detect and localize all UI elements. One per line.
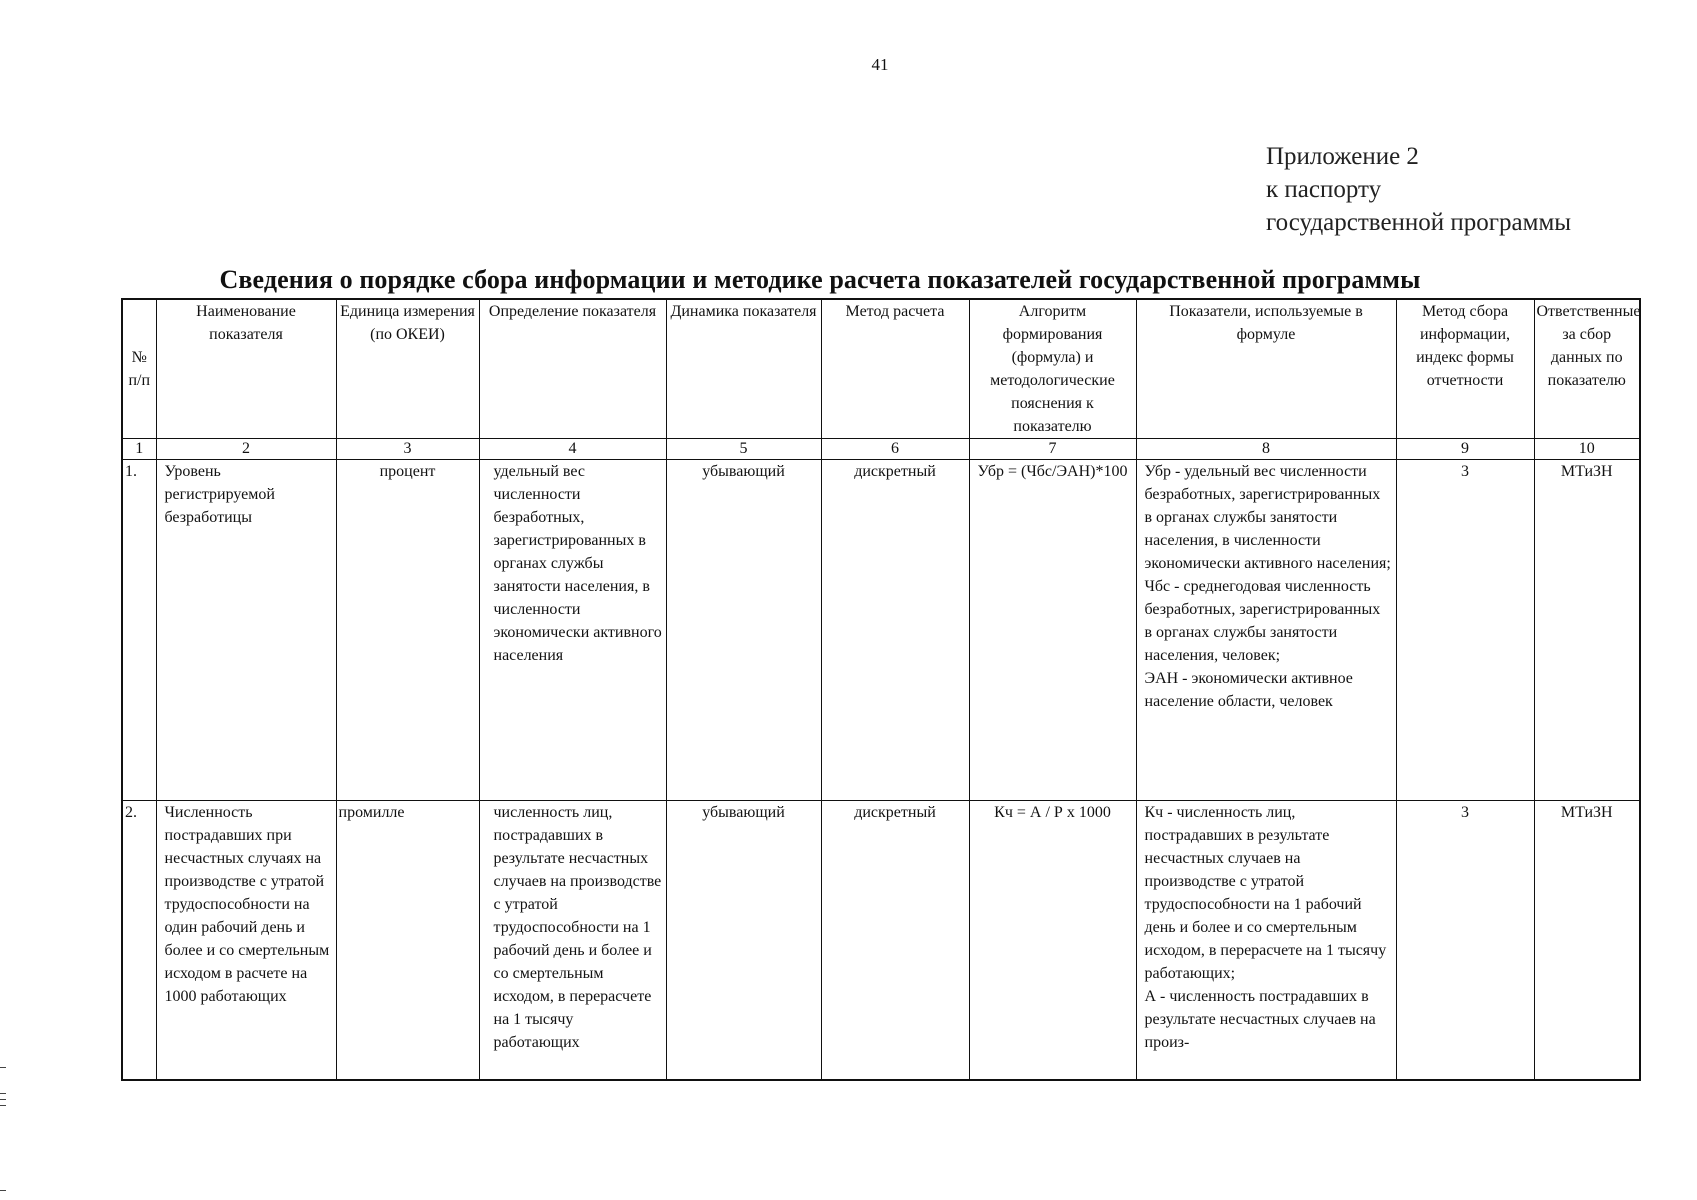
document-title: Сведения о порядке сбора информации и методике расчета показателей государственной программы [219, 265, 1421, 294]
formula-parameters [1136, 801, 1396, 1081]
column-number: 2 [156, 439, 336, 460]
calculation-method: дискретный [821, 460, 969, 801]
column-number: 10 [1534, 439, 1640, 460]
header-cell: Метод сбора информации, индекс формы отчетности [1396, 299, 1534, 439]
formula-parameters [1136, 460, 1396, 801]
column-number: 7 [969, 439, 1136, 460]
column-number: 1 [122, 439, 156, 460]
indicator-dynamics: убывающий [666, 460, 821, 801]
header-cell: Метод расчета [821, 299, 969, 439]
parameter-description: Убр - удельный вес численности безработных, зарегистрированных в органах службы занятости населения, в численности экономически активного населения; [1144, 463, 1391, 572]
appendix-line-1: Приложение 2 [1266, 143, 1419, 170]
column-number: 3 [336, 439, 479, 460]
parameter-description: Кч - численность лиц, пострадавших в результате несчастных случаев на производстве с утратой трудоспособности на 1 рабочий день и более и со смертельным исходом, в перерасчете на 1 тысячу работающих; [1144, 804, 1387, 982]
parameter-description: Чбс - среднегодовая численность безработных, зарегистрированных в органах службы занятости населения, человек; [1144, 578, 1381, 664]
responsible-body: МТиЗН [1534, 460, 1640, 801]
appendix-line-2: к паспорту [1266, 176, 1382, 203]
column-number: 4 [479, 439, 666, 460]
indicator-definition: численность лиц, пострадавших в результате несчастных случаев на производстве с утратой трудоспособности на 1 рабочий день и более и со смертельным исходом, в перерасчете на 1 тысячу работающих [479, 801, 666, 1081]
column-number: 6 [821, 439, 969, 460]
scan-edge-mark [0, 1099, 6, 1100]
page-number: 41 [871, 55, 889, 74]
row-number: 2. [122, 801, 156, 1081]
header-cell: Динамика показателя [666, 299, 821, 439]
formula: Кч = А / Р х 1000 [969, 801, 1136, 1081]
scan-edge-mark [0, 1190, 6, 1191]
header-cell: Единица измерения (по ОКЕИ) [336, 299, 479, 439]
collection-method: 3 [1396, 460, 1534, 801]
indicator-definition: удельный вес численности безработных, зарегистрированных в органах службы занятости населения, в численности экономически активного населения [479, 460, 666, 801]
table-row [122, 801, 1640, 1081]
column-number-row [122, 439, 1640, 460]
formula: Убр = (Чбс/ЭАН)*100 [969, 460, 1136, 801]
scan-edge-mark [0, 1105, 6, 1106]
column-number: 8 [1136, 439, 1396, 460]
responsible-body: МТиЗН [1534, 801, 1640, 1081]
appendix-line-3: государственной программы [1266, 209, 1572, 236]
collection-method: 3 [1396, 801, 1534, 1081]
indicator-name: Уровень регистрируемой безработицы [156, 460, 336, 801]
indicators-table [121, 298, 1641, 1081]
table-row [122, 460, 1640, 801]
appendix-note [1266, 140, 1571, 239]
column-number: 9 [1396, 439, 1534, 460]
header-cell: № п/п [122, 299, 156, 439]
header-row [122, 299, 1640, 439]
header-cell: Показатели, используемые в формуле [1136, 299, 1396, 439]
header-cell: Наименование показателя [156, 299, 336, 439]
scan-edge-mark [0, 1067, 6, 1068]
indicator-unit: промилле [336, 801, 479, 1081]
header-cell: Алгоритм формирования (формула) и методологические пояснения к показателю [969, 299, 1136, 439]
scan-edge-mark [0, 1093, 6, 1094]
indicator-unit: процент [336, 460, 479, 801]
indicator-dynamics: убывающий [666, 801, 821, 1081]
header-cell: Определение показателя [479, 299, 666, 439]
header-cell: Ответственные за сбор данных по показателю [1534, 299, 1640, 439]
parameter-description: ЭАН - экономически активное население области, человек [1144, 670, 1353, 710]
column-number: 5 [666, 439, 821, 460]
indicator-name: Численность пострадавших при несчастных случаях на производстве с утратой трудоспособности на один рабочий день и более и со смертельным исходом в расчете на 1000 работающих [156, 801, 336, 1081]
row-number: 1. [122, 460, 156, 801]
parameter-description: А - численность пострадавших в результате несчастных случаев на произ- [1144, 988, 1376, 1051]
calculation-method: дискретный [821, 801, 969, 1081]
